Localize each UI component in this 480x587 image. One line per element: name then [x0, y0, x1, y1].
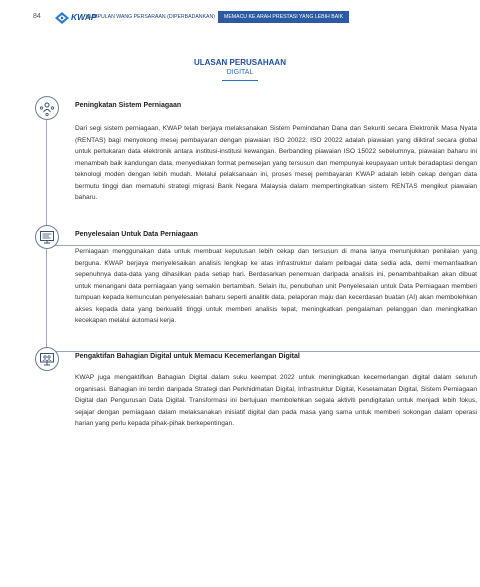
card-divider: [46, 351, 480, 352]
report-title: KUMPULAN WANG PERSARAAN (DIPERBADANKAN): [86, 14, 215, 20]
card-body: Perniagaan menggunakan data untuk membuat keputusan lebih cekap dan tersusun di mana ianya menunjukkan penilaian yang berguna. KWAP berjaya menyelesaikan analisis lengkap ke atas infrastruktur dalam pelbagai data sedia ada, demi memanfaatkan sepenuhnya data-data yang dihasilkan pada setiap hari. Berdasarkan penemuan daripada analisis ini, penambahbaikan akan dibuat untuk menangani data perniagaan yang semakin bertambah. Selain itu, penubuhan unit Penyelesaian untuk Data Perniagaan memberi tumpuan kepada kemunculan penyelesaian baharu seperti analitik data, pelaporan maju dan kecerdasan buatan (AI) akan membolehkan akses kepada data yang berkualiti tinggi untuk memberi analisis tepat, meningkatkan pengalaman pelanggan dan meningkatkan kecekapan melalui automasi kerja.: [75, 248, 477, 324]
card-title: Peningkatan Sistem Perniagaan: [75, 102, 182, 109]
section-subtitle: DIGITAL: [226, 69, 254, 76]
page-header: [0, 11, 480, 27]
card-body: Dari segi sistem perniagaan, KWAP telah berjaya melaksanakan Sistem Pemindahan Dana dan Sekuriti secara Elektronik Masa Nyata (RENTAS) bagi menyokong mesej pembayaran dengan piawaian ISO 20022. ISO 20022 adalah piawaian yang diiktiraf secara global untuk pertukaran data elektronik antara institusi-institusi kewangan. Berbanding piawaian ISO 15022 sebelumnya, piawaian baharu ini menambah baik kandungan data, menyediakan format pemesejan yang tersusun dan mempunyai keupayaan untuk beradaptasi dengan teknologi moden dengan lebih mudah. Melalui pelaksanaan ini, proses mesej pembayaran KWAP adalah lebih cekap dengan data bermutu tinggi dan mematuhi strategi migrasi Bank Negara Malaysia dalam mempertingkatkan sistem RENTAS mengikut piawaian baharu.: [75, 125, 477, 201]
card-body: KWAP juga mengaktifkan Bahagian Digital dalam suku keempat 2022 untuk meningkatkan kecemerlangan digital dalam seluruh organisasi. Bahagian ini terdiri daripada Strategi dan Perkhidmatan Digital, Infrastruktur Digital, Keselamatan Digital, Sistem Perniagaan Digital dan Pengurusan Data Digital. Transformasi ini bertujuan membolehkan segala aktiviti pendigitalan untuk menjadi lebih fokus, sejajar dengan perniagaan dalam melaksanakan inisiatif digital dan pada masa yang sama untuk memberi sokongan dalam operasi harian yang perlu kepada pihak-pihak berkepentingan.: [75, 374, 477, 427]
logo-text: KWAP: [71, 12, 97, 22]
card-title: Pengaktifan Bahagian Digital untuk Memacu Kecemerlangan Digital: [75, 353, 300, 360]
people-network-icon: [35, 96, 59, 120]
section-title: ULASAN PERUSAHAAN: [193, 58, 286, 67]
monitor-people-icon: [35, 347, 59, 371]
kwap-logo-icon: [55, 12, 69, 24]
kwap-logo: [55, 11, 97, 25]
data-screen-icon: [35, 225, 59, 249]
page-number: 84: [33, 13, 41, 20]
card-title: Penyelesaian Untuk Data Perniagaan: [75, 231, 198, 238]
report-tagline: MEMACU KE ARAH PRESTASI YANG LEBIH BAIK: [218, 11, 349, 23]
card-connector: [46, 249, 47, 351]
title-underline: [222, 80, 258, 81]
